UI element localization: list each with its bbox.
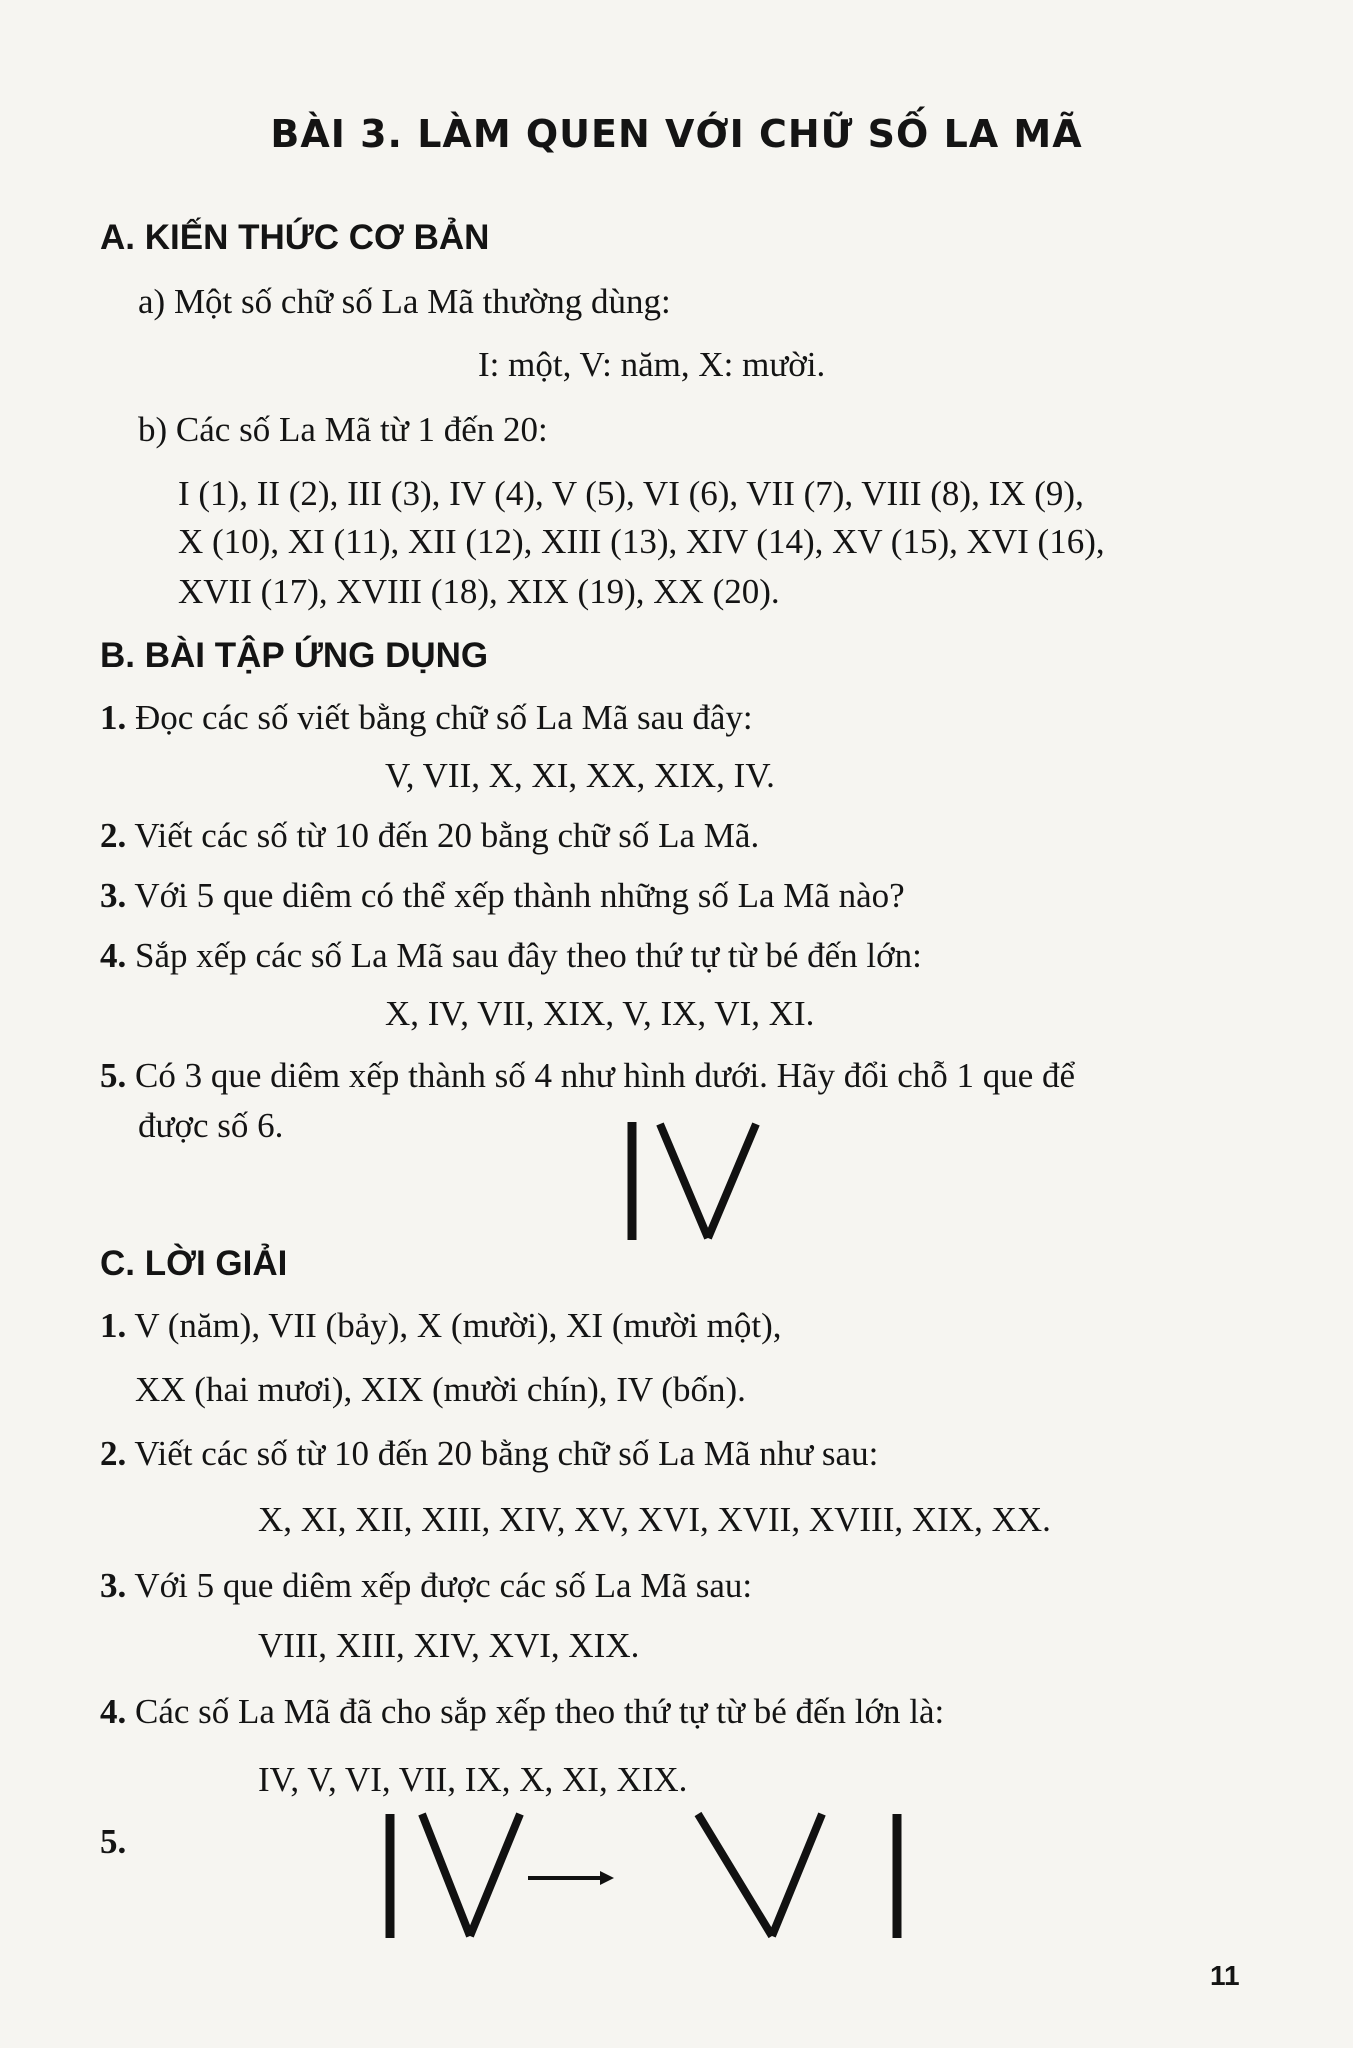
section-a-item-a: a) Một số chữ số La Mã thường dùng: [138, 282, 671, 321]
exercise-4 [100, 936, 922, 976]
exercise-2-text: Viết các số từ 10 đến 20 bằng chữ số La Mã. [134, 816, 760, 855]
exercise-5-text-continued: được số 6. [138, 1106, 284, 1145]
solution-3-values: VIII, XIII, XIV, XVI, XIX. [258, 1626, 640, 1665]
matchstick-iv-figure [610, 1110, 810, 1250]
page-title: BÀI 3. LÀM QUEN VỚI CHỮ SỐ LA MÃ [270, 112, 1083, 156]
solution-3-text: Với 5 que diêm xếp được các số La Mã sau: [134, 1566, 753, 1605]
solution-4-values: IV, V, VI, VII, IX, X, XI, XIX. [258, 1760, 688, 1799]
solution-2 [100, 1434, 878, 1474]
solution-3-number: 3. [100, 1566, 127, 1605]
exercise-4-number: 4. [100, 936, 127, 975]
exercise-3-number: 3. [100, 876, 127, 915]
exercise-3-text: Với 5 que diêm có thể xếp thành những số La Mã nào? [134, 876, 905, 915]
exercise-1-text: Đọc các số viết bằng chữ số La Mã sau đây: [135, 698, 753, 737]
matchstick-vi-v-right [772, 1814, 822, 1936]
solution-1 [100, 1306, 782, 1346]
exercise-1 [100, 698, 753, 738]
matchstick-iv-v-right [470, 1814, 520, 1936]
matchstick-v-right [708, 1124, 756, 1238]
exercise-2 [100, 816, 759, 856]
solution-1-number: 1. [100, 1306, 127, 1345]
section-b-heading: B. BÀI TẬP ỨNG DỤNG [100, 636, 489, 675]
section-a-heading: A. KIẾN THỨC CƠ BẢN [100, 218, 490, 257]
solution-2-values: X, XI, XII, XIII, XIV, XV, XVI, XVII, XVIII, XIX, XX. [258, 1500, 1051, 1539]
roman-list-line-3: XVII (17), XVIII (18), XIX (19), XX (20). [178, 572, 780, 611]
exercise-5 [100, 1056, 1075, 1096]
section-a-item-b: b) Các số La Mã từ 1 đến 20: [138, 410, 548, 449]
solution-4-number: 4. [100, 1692, 127, 1731]
matchstick-iv-v-left [422, 1814, 470, 1936]
solution-4 [100, 1692, 944, 1732]
page-number: 11 [1210, 1960, 1240, 1991]
solution-1-text-continued: XX (hai mươi), XIX (mười chín), IV (bốn). [135, 1370, 746, 1409]
exercise-3 [100, 876, 905, 916]
solution-2-text: Viết các số từ 10 đến 20 bằng chữ số La Mã như sau: [134, 1434, 879, 1473]
exercise-2-number: 2. [100, 816, 127, 855]
solution-5-number: 5. [100, 1822, 127, 1861]
solution-4-text: Các số La Mã đã cho sắp xếp theo thứ tự từ bé đến lớn là: [135, 1692, 945, 1731]
arrow-head-icon [600, 1871, 614, 1885]
solution-3 [100, 1566, 752, 1606]
exercise-5-text: Có 3 que diêm xếp thành số 4 như hình dưới. Hãy đổi chỗ 1 que để [135, 1056, 1076, 1095]
section-a-values: I: một, V: năm, X: mười. [478, 345, 826, 384]
exercise-1-number: 1. [100, 698, 127, 737]
roman-list-line-2: X (10), XI (11), XII (12), XIII (13), XIV (14), XV (15), XVI (16), [178, 522, 1105, 561]
section-c-heading: C. LỜI GIẢI [100, 1244, 288, 1283]
solution-1-text: V (năm), VII (bảy), X (mười), XI (mười một), [134, 1306, 782, 1345]
matchstick-v-left [660, 1124, 708, 1238]
matchstick-iv-to-vi-figure [370, 1800, 930, 1950]
solution-2-number: 2. [100, 1434, 127, 1473]
roman-list-line-1: I (1), II (2), III (3), IV (4), V (5), VI (6), VII (7), VIII (8), IX (9), [178, 474, 1084, 513]
exercise-4-text: Sắp xếp các số La Mã sau đây theo thứ tự từ bé đến lớn: [135, 936, 922, 975]
exercise-4-values: X, IV, VII, XIX, V, IX, VI, XI. [385, 994, 815, 1033]
exercise-5-number: 5. [100, 1056, 127, 1095]
exercise-1-values: V, VII, X, XI, XX, XIX, IV. [385, 756, 775, 795]
matchstick-vi-v-left [698, 1814, 772, 1936]
